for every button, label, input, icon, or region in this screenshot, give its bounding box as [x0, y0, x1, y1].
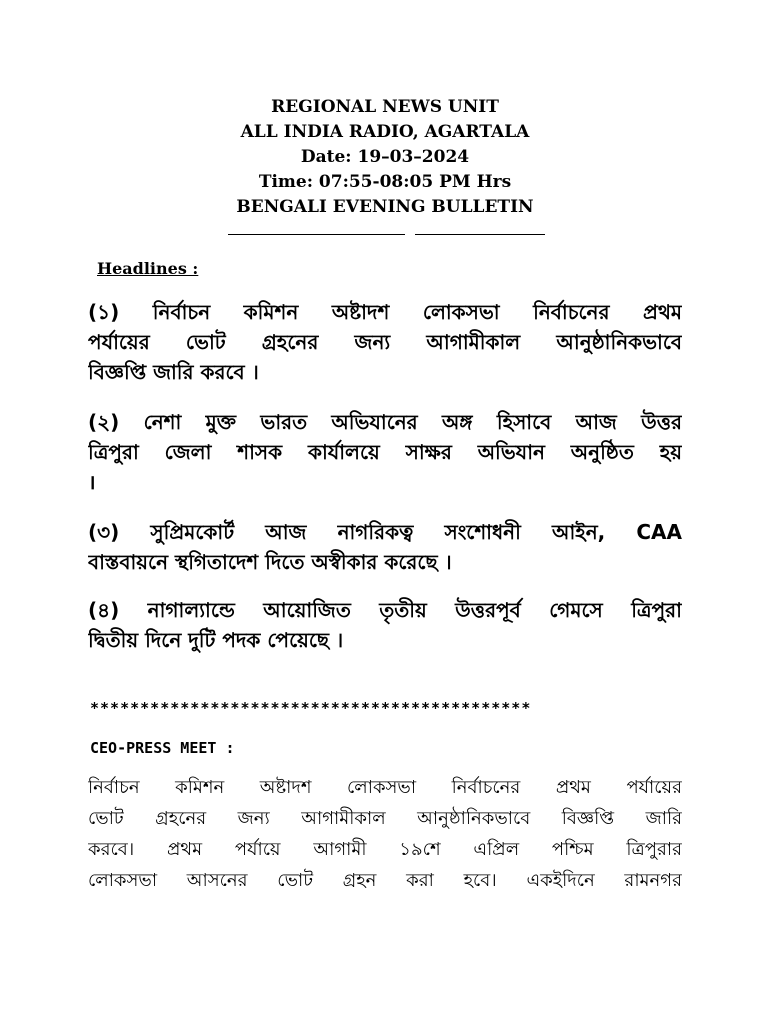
bulletin-header [0, 95, 770, 220]
headline-line: পর্যায়ের ভোট গ্রহনের জন্য আগামীকাল আনুষ্ঠানিকভাবে [88, 330, 682, 354]
body-line: নির্বাচন কমিশন অষ্টাদশ লোকসভা নির্বাচনের প্রথম পর্যায়ের [88, 777, 682, 798]
header-bulletin-name: BENGALI EVENING BULLETIN [236, 197, 534, 217]
headline-line: বাস্তবায়নে স্থগিতাদেশ দিতে অস্বীকার করেছে । [88, 550, 452, 574]
header-rule-left [228, 234, 405, 235]
headline-line: ত্রিপুরা জেলা শাসক কার্যালয়ে সাক্ষর অভিযান অনুষ্ঠিত হয় [88, 440, 682, 464]
header-station: ALL INDIA RADIO, AGARTALA [240, 122, 530, 142]
header-unit: REGIONAL NEWS UNIT [271, 97, 499, 117]
headline-line: (৪) নাগাল্যান্ডে আয়োজিত তৃতীয় উত্তরপূর্ব গেমসে ত্রিপুরা [88, 598, 682, 622]
headline-item [88, 595, 682, 655]
section-body [88, 772, 682, 896]
header-date: Date: 19–03–2024 [300, 147, 470, 167]
headline-line: দ্বিতীয় দিনে দুটি পদক পেয়েছে । [88, 628, 344, 652]
headline-item [88, 297, 682, 387]
separator-stars: ******************************************** [90, 699, 532, 717]
headlines-label: Headlines : [97, 259, 199, 278]
headline-line: । [88, 470, 96, 494]
body-line: ভোট গ্রহনের জন্য আগামীকাল আনুষ্ঠানিকভাবে বিজ্ঞপ্তি জারি [88, 808, 682, 829]
headline-line: বিজ্ঞপ্তি জারি করবে । [88, 360, 259, 384]
headline-line: (১) নির্বাচন কমিশন অষ্টাদশ লোকসভা নির্বাচনের প্রথম [88, 300, 682, 324]
headline-item [88, 407, 682, 497]
body-line: করবে। প্রথম পর্যায়ে আগামী ১৯শে এপ্রিল পশ্চিম ত্রিপুরার [88, 839, 682, 860]
headline-line: (২) নেশা মুক্ত ভারত অভিযানের অঙ্গ হিসাবে আজ উত্তর [88, 410, 682, 434]
header-rule [0, 230, 770, 236]
header-rule-right [415, 234, 545, 235]
section-title: CEO-PRESS MEET : [90, 739, 235, 757]
headline-line: (৩) সুপ্রিমকোর্ট আজ নাগরিকত্ব সংশোধনী আইন, CAA [88, 520, 682, 544]
body-line: লোকসভা আসনের ভোট গ্রহন করা হবে। একইদিনে রামনগর [88, 870, 682, 891]
header-time: Time: 07:55-08:05 PM Hrs [258, 172, 512, 192]
headline-item [88, 517, 682, 577]
